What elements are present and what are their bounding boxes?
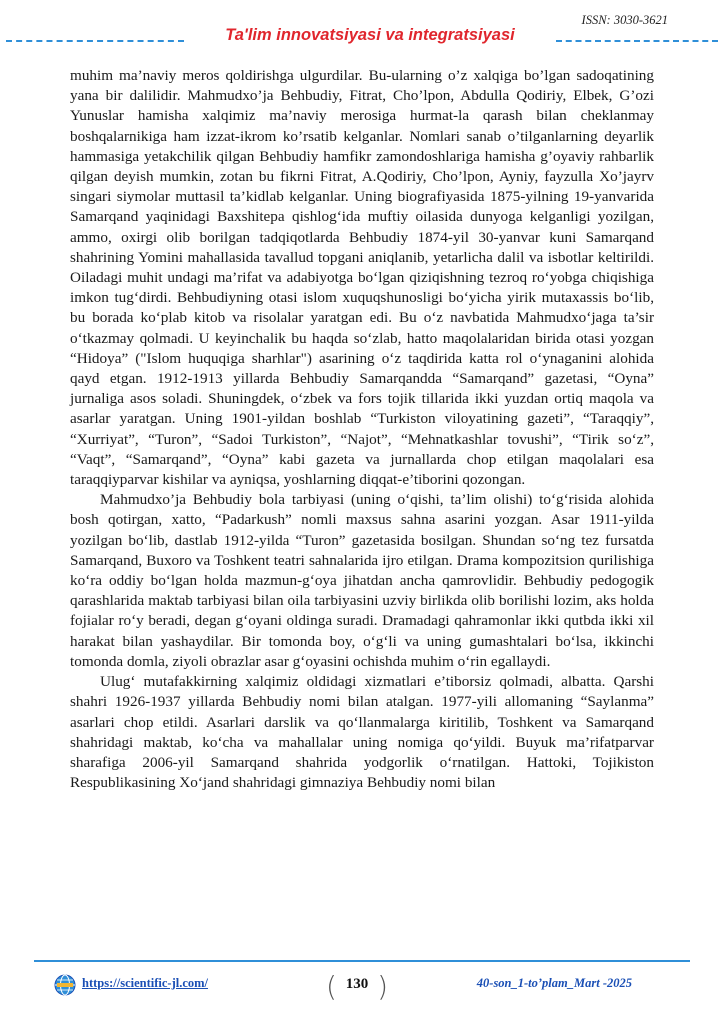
- paragraph-3: Ulug‘ mutafakkirning xalqimiz oldidagi xizmatlari e’tiborsiz qolmadi, albatta. Qarshi shahri 1926-1937 yillarda Behbudiy nomi bilan atalgan. 1977-yili allomaning “Saylanma” asarlari chop etildi. Asarlari darslik va qo‘llanmalarga kiritilib, Toshkent va Samarqand shahridagi maktab, ko‘cha va mahallalar uning nomiga qo‘yildi. Buyuk ma’rifatparvar sharafiga 2006-yil Samarqand shahrida yodgorlik o‘rnatilgan. Hattoki, Tojikiston Respublikasining Xo‘jand shahridagi gimnaziya Behbudiy nomi bilan: [70, 673, 654, 792]
- website-link[interactable]: https://scientific-jl.com/: [82, 976, 209, 990]
- header: [0, 26, 724, 52]
- page-number: 130: [345, 976, 369, 992]
- issn-label: ISSN: 3030-3621: [581, 13, 668, 27]
- header-dash-right: [556, 40, 718, 42]
- journal-title: Ta'lim innovatsiyasi va integratsiyasi: [225, 26, 515, 44]
- page-number-box: [326, 968, 388, 1002]
- issue-label: 40-son_1-to’plam_Mart -2025: [476, 976, 632, 990]
- footer-rule: [34, 960, 690, 962]
- header-dash-left: [6, 40, 184, 42]
- paragraph-2: Mahmudxo’ja Behbudiy bola tarbiyasi (uning o‘qishi, ta’lim olishi) to‘g‘risida alohida bosh qotirgan, xatto, “Padarkush” nomli maxsus sahna asarini yozgan. Asar 1911-yilda yozilgan bo‘lib, dastlab 1912-yilda “Turon” gazetasida bosilgan. Shundan so‘ng tez fursatda Samarqand, Buxoro va Toshkent teatri sahnalarida ijro etilgan. Drama kompozitsion qurilishiga ko‘ra oddiy bo‘lgan holda mazmun-g‘oya jihatdan ancha qamrovlidir. Behbudiy pedogogik qarashlarida maktab tarbiyasi bilan oila tarbiyasini uzviy birlikda olib borilishi lozim, aks holda fojialar ro‘y beradi, degan g‘oyani oldinga suradi. Dramadagi qahramonlar ikki qutbda ikki xil harakat bilan yashaydilar. Bir tomonda boy, o‘g‘li va uning gumashtalari bo‘lsa, ikkinchi tomonda domla, ziyoli obrazlar asar g‘oyasini ochishda muhim o‘rin egallaydi.: [70, 491, 654, 670]
- left-bracket-icon: (: [326, 970, 337, 1003]
- article-body: [70, 66, 654, 793]
- footer: [0, 968, 724, 1008]
- right-bracket-icon: ): [377, 970, 388, 1003]
- globe-icon: [54, 974, 76, 996]
- paragraph-1: muhim ma’naviy meros qoldirishga ulgurdilar. Bu-ularning o’z xalqiga bo’lgan sadoqatining yana bir dalilidir. Mahmudxo’ja Behbudiy, Fitrat, Cho’lpon, Abdulla Qodiriy, Elbek, G’ozi Yunuslar hamisha xalqimiz ma’naviy merosiga hurmat-la qarash bilan cheklanmay boshqalarnikiga ham izzat-ikrom ko’rsatib kelganlar. Nomlari sanab o’tilganlarning deyarlik hammasiga yetakchilik qilgan Behbudiy hamfikr zamondoshlariga hamisha g’oyaviy rahbarlik qilgan deyish mumkin, zotan bu fikrni Fitrat, A.Qodiriy, Cho’lpon, Ayniy, fayzulla Xo’jayrv singari siymolar muttasil ta’kidlab kelganlar. Uning biografiyasida 1875-yilning 19-yanvarida Samarqand yaqinidagi Baxshitepa qishlog‘ida muftiy oilasida dunyoga kelganligi yozilgan, ammo, oxirgi olib borilgan tadqiqotlarda Behbudiy 1874-yil 30-yanvar kuni Samarqand shahrining Yomini mahallasida tavallud topgani aniqlanib, yetarlicha dalil va isbotlar keltirildi. Oiladagi muhit undagi ma’rifat va adabiyotga bo‘lgan qiziqishning tezroq ro‘yobga chiqishiga imkon tug‘dirdi. Behbudiyning otasi islom xuquqshunosligi bo‘yicha yirik mutaxassis bo‘lib, bu borada ko‘plab kitob va risolalar yaratgan edi. Bu o‘z navbatida Mahmudxo‘jaga ta’sir o‘tkazmay qolmadi. U keyinchalik bu haqda so‘zlab, hatto maqolalaridan birida otasi yozgan “Hidoya” ("Islom huquqiga sharhlar") asarining o‘z taqdirida katta rol o‘ynaganini alohida qayd etgan. 1912-1913 yillarda Behbudiy Samarqandda “Samarqand” gazetasi, “Oyna” jurnaliga asos soladi. Shuningdek, o‘zbek va fors tojik tillarida ikki yuzdan ortiq maqola va asarlar yaratgan. Uning 1901-yildan boshlab “Turkiston viloyatining gazeti”, “Taraqqiy”, “Xurriyat”, “Turon”, “Sadoi Turkiston”, “Najot”, “Mehnatkashlar tovushi”, “Tirik so‘z”, “Vaqt”, “Samarqand”, “Oyna” kabi gazeta va jurnallarda chop etilgan maqolalari esa taraqqiyparvar kishilar va ayniqsa, yoshlarning diqqat-e’tiborini qozongan.: [70, 67, 654, 489]
